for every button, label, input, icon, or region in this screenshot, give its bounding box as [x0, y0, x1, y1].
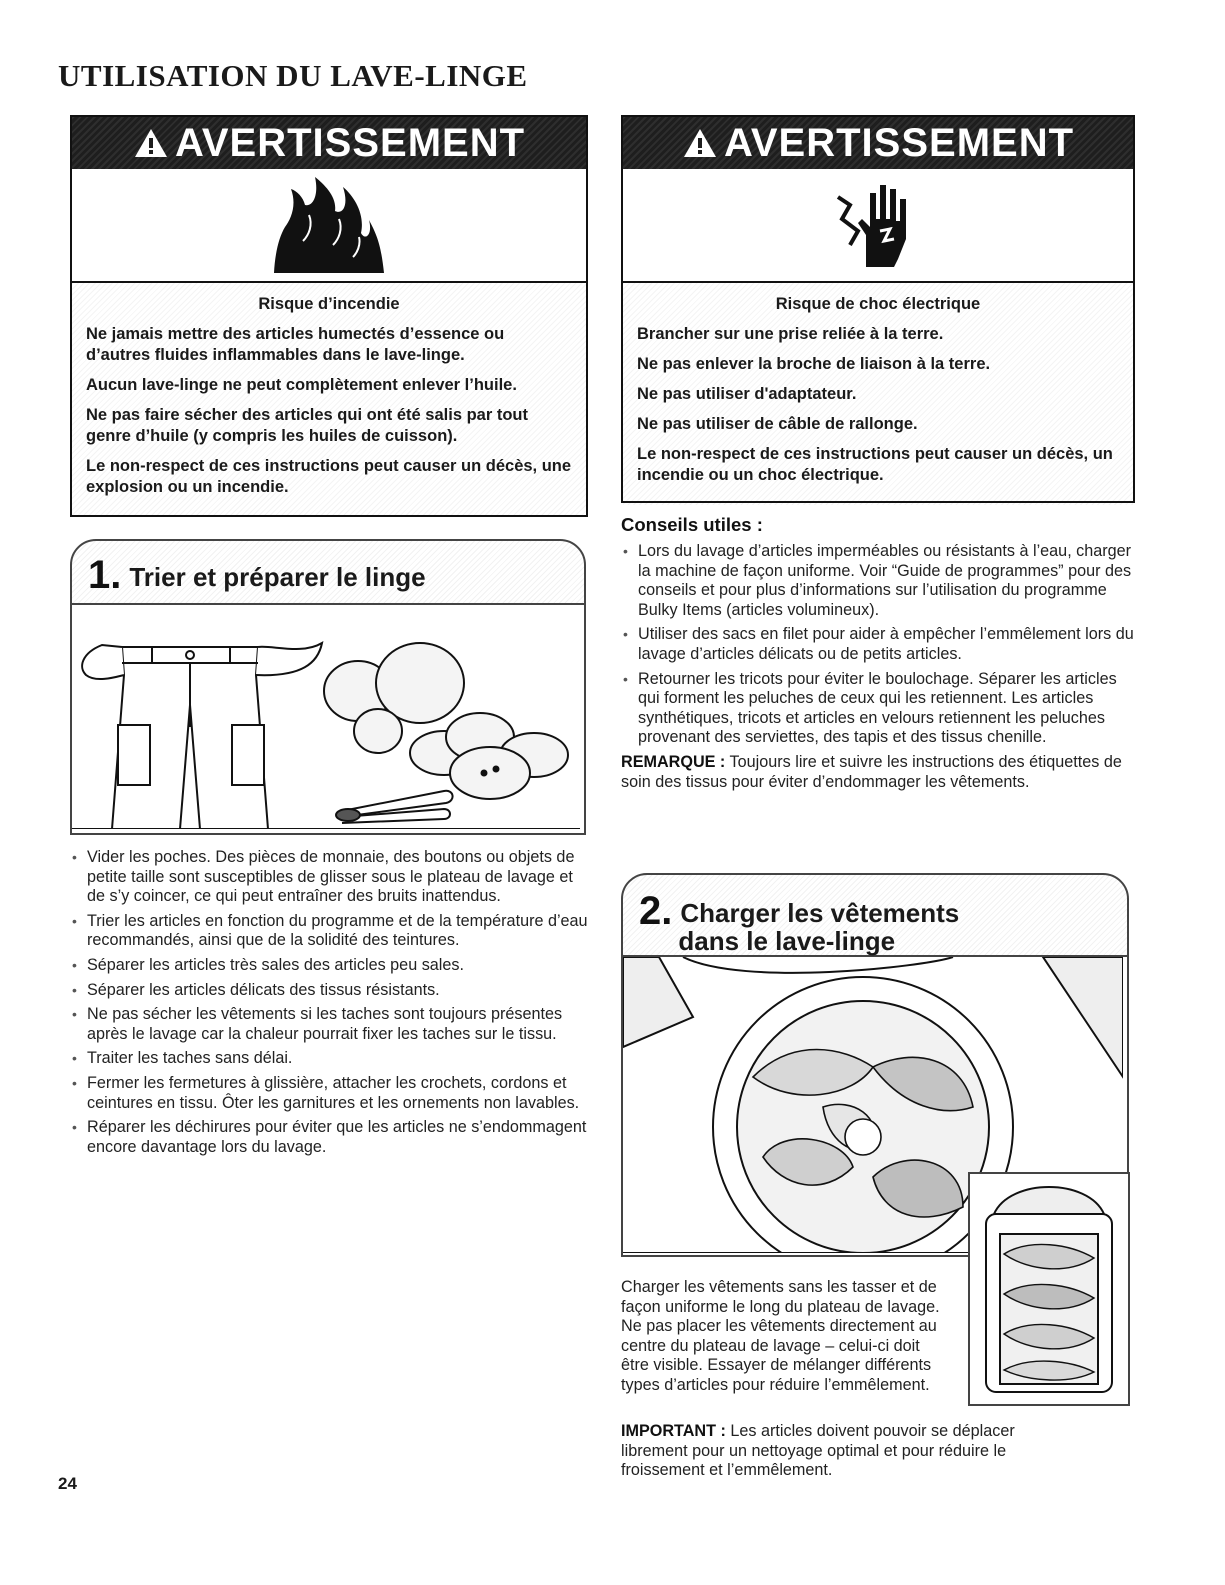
- list-item: • Vider les poches. Des pièces de monnaie, des boutons ou objets de petite taille sont susceptibles de glisser sous le plateau de lavage et de s’y coincer, ce qui peut entraîner des bruits inattendus.: [70, 848, 590, 907]
- important-text: Les articles doivent pouvoir se déplacer librement pour un nettoyage optimal et pour réduire le froissement et l’emmêlement.: [621, 1422, 1015, 1480]
- fire-warning-box: [70, 115, 588, 517]
- fire-warning-text: [72, 283, 586, 517]
- important-label: IMPORTANT :: [621, 1422, 726, 1440]
- list-item: • Séparer les articles très sales des articles peu sales.: [70, 956, 590, 976]
- step1-panel: [70, 539, 586, 835]
- shock-warning-text: [623, 283, 1133, 505]
- step2-text: [621, 1278, 951, 1396]
- warning-line: Ne pas utiliser d'adaptateur.: [637, 385, 857, 403]
- list-item: • Réparer les déchirures pour éviter que les articles ne s’endommagent encore davantage lors du lavage.: [70, 1118, 590, 1157]
- warning-triangle-icon: [133, 127, 169, 159]
- step2-title: [680, 899, 959, 955]
- list-item: • Fermer les fermetures à glissière, attacher les crochets, cordons et ceintures en tissu. Ôter les garnitures et les ornements non lavables.: [70, 1074, 590, 1113]
- warning-line: Aucun lave-linge ne peut complètement enlever l’huile.: [86, 376, 517, 394]
- list-item: • Traiter les taches sans délai.: [70, 1049, 590, 1069]
- step2-paragraph: Charger les vêtements sans les tasser et de façon uniforme le long du plateau de lavage. Ne pas placer les vêtements directement au centre du plateau de lavage – celui-ci doit être visible. Essayer de mélanger différents types d’articles pour réduire l’emmêlement.: [621, 1278, 940, 1394]
- important-note: [621, 1422, 1081, 1481]
- step1-header: [72, 541, 584, 605]
- fire-icon-area: [72, 169, 586, 283]
- warning-line: Le non-respect de ces instructions peut causer un décès, un incendie ou un choc électrique.: [637, 445, 1113, 484]
- list-item: • Ne pas sécher les vêtements si les taches sont toujours présentes après le lavage car la chaleur pourrait fixer les taches sur le tissu.: [70, 1005, 590, 1044]
- page-number: 24: [58, 1474, 77, 1493]
- fire-icon: [269, 175, 389, 275]
- page-title: UTILISATION DU LAVE-LINGE: [58, 58, 528, 93]
- warning-line: Ne pas utiliser de câble de rallonge.: [637, 415, 918, 433]
- list-item: • Lors du lavage d’articles imperméables ou résistants à l’eau, charger la machine de façon uniforme. Voir “Guide de programmes” pour des conseils et pour plus d’informations sur l’utilisation du programme Bulky Items (articles volumineux).: [621, 542, 1141, 620]
- loaded-basket-side-view-illustration: [968, 1172, 1130, 1406]
- warning-line: Brancher sur une prise reliée à la terre.: [637, 325, 944, 343]
- list-item: • Séparer les articles délicats des tissus résistants.: [70, 981, 590, 1001]
- step-title-line1: Charger les vêtements: [680, 898, 960, 928]
- list-item: • Retourner les tricots pour éviter le boulochage. Séparer les articles qui forment les peluches de ceux qui les retiennent. Les articles synthétiques, tricots et articles en velours retiennent les peluches provenant des serviettes, des tapis et des tissus chenille.: [621, 670, 1141, 748]
- risk-label: Risque de choc électrique: [775, 295, 981, 313]
- shock-icon-area: [623, 169, 1133, 283]
- tips-title: Conseils utiles :: [621, 514, 763, 535]
- step-title: Trier et préparer le linge: [129, 562, 426, 592]
- step-title-line2: dans le lave-linge: [678, 926, 896, 956]
- warning-line: Ne jamais mettre des articles humectés d’essence ou d’autres fluides inflammables dans le lave-linge.: [86, 325, 505, 364]
- tips-section: [621, 514, 1141, 792]
- list-item: • Utiliser des sacs en filet pour aider à empêcher l’emmêlement lors du lavage d’articles délicats ou de petits articles.: [621, 625, 1141, 664]
- note-paragraph: [621, 753, 1141, 792]
- warning-line: Ne pas faire sécher des articles qui ont été salis par tout genre d’huile (y compris les huiles de cuisson).: [86, 406, 528, 445]
- warning-header-label: AVERTISSEMENT: [723, 120, 1075, 165]
- electric-shock-icon: [828, 175, 928, 275]
- step1-bullets: [70, 848, 590, 1162]
- list-item: • Trier les articles en fonction du programme et de la température d’eau recommandés, ainsi que de la solidité des teintures.: [70, 912, 590, 951]
- note-label: REMARQUE :: [621, 752, 726, 771]
- warning-line: Ne pas enlever la broche de liaison à la terre.: [637, 355, 991, 373]
- warning-header: [72, 117, 586, 169]
- warning-triangle-icon: [682, 127, 718, 159]
- pants-coins-buttons-pins-illustration: [72, 605, 584, 829]
- note-text: Toujours lire et suivre les instructions des étiquettes de soin des tissus pour éviter d’endommager les vêtements.: [621, 752, 1122, 791]
- shock-warning-box: [621, 115, 1135, 503]
- step-number: 2.: [639, 889, 673, 933]
- step-number: 1.: [88, 553, 122, 597]
- step2-header: [623, 875, 1127, 957]
- risk-label: Risque d’incendie: [258, 295, 400, 313]
- warning-header: [623, 117, 1133, 169]
- warning-line: Le non-respect de ces instructions peut causer un décès, une explosion ou un incendie.: [86, 457, 572, 496]
- warning-header-label: AVERTISSEMENT: [174, 120, 526, 165]
